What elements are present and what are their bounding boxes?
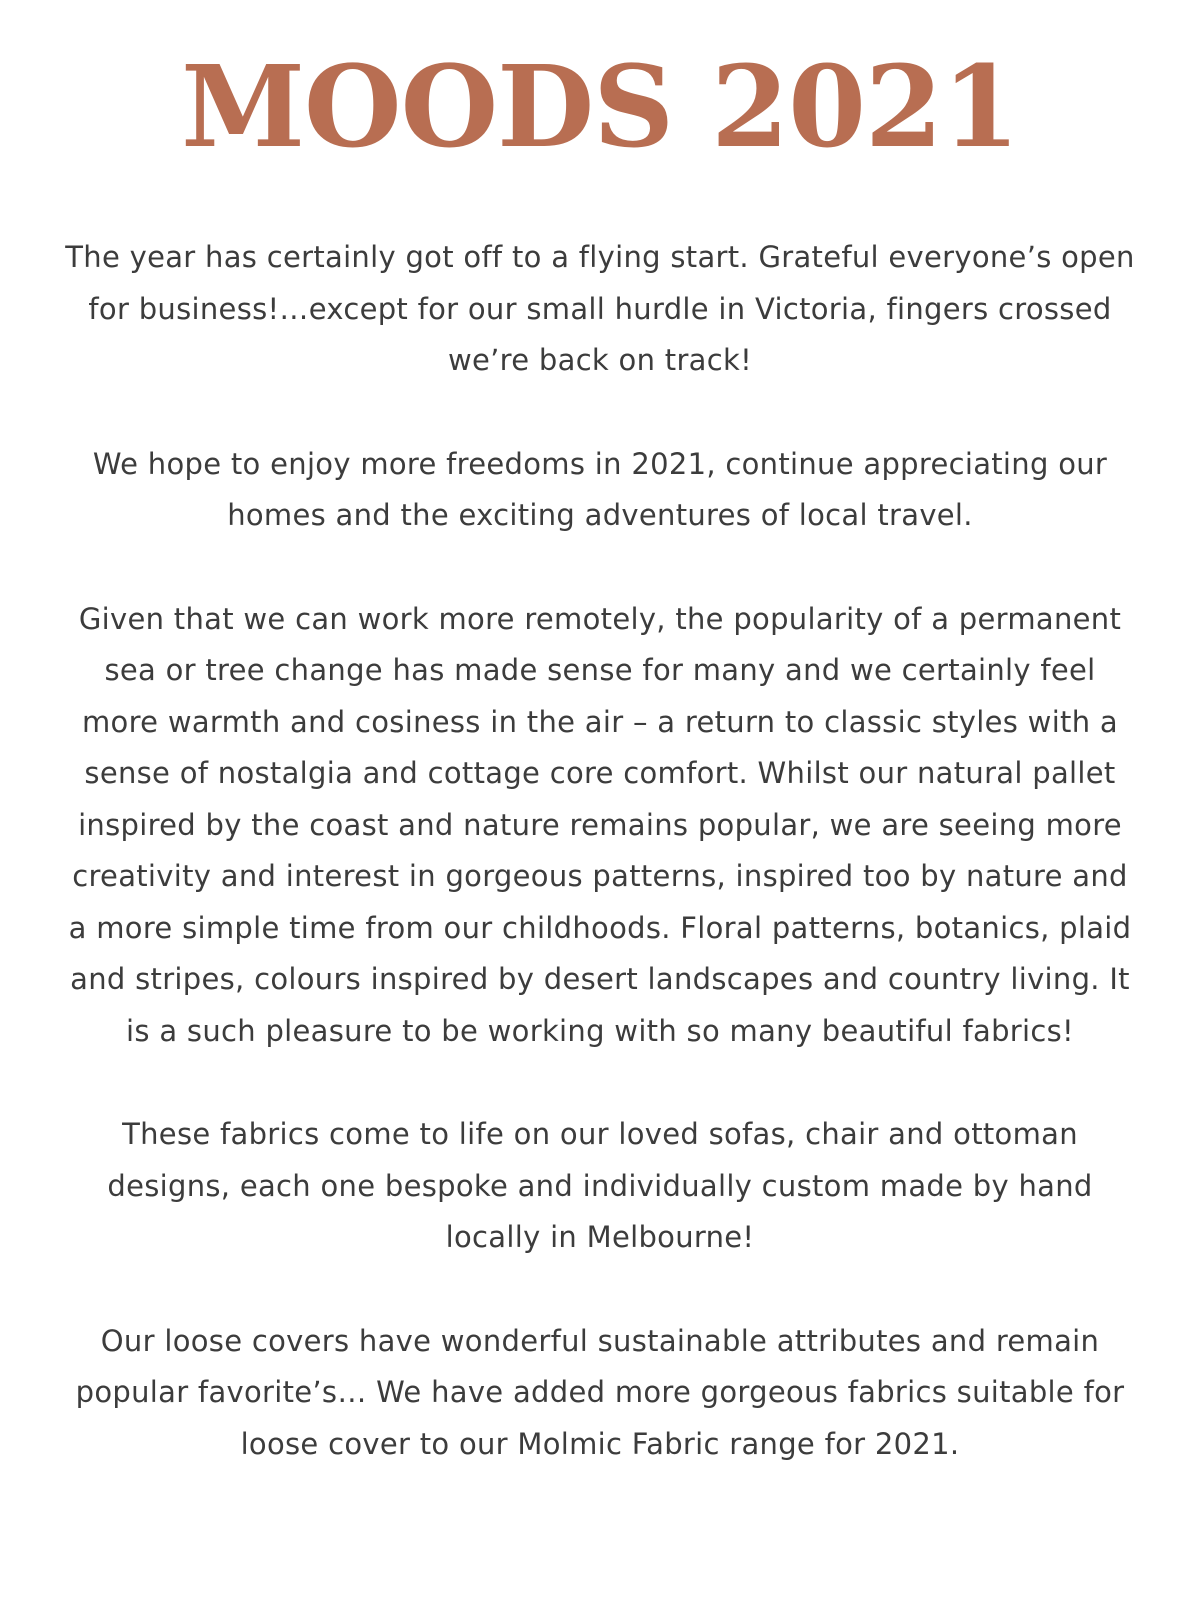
freedoms-paragraph: We hope to enjoy more freedoms in 2021, continue appreciating our homes and the exciting adventures of local travel. — [92, 446, 1108, 532]
page-title: MOODS 2021 — [181, 42, 1019, 173]
loose-covers-paragraph: Our loose covers have wonderful sustainable attributes and remain popular favorite’s… We have added more gorgeous fabrics suitable for loose cover to our Molmic Fabric range for 2021. — [75, 1323, 1125, 1461]
trends-paragraph: Given that we can work more remotely, the popularity of a permanent sea or tree change has made sense for many and we certainly feel more warmth and cosiness in the air – a return to classic styles with a sense of nostalgia and cottage core comfort. Whilst our natural pallet inspired by the coast and nature remains popular, we are seeing more creativity and interest in gorgeous patterns, inspired too by nature and a more simple time from our childhoods. Floral patterns, botanics, plaid and stripes, colours inspired by desert landscapes and country living. It is a such pleasure to be working with so many beautiful fabrics! — [68, 601, 1132, 1048]
fabrics-paragraph: These fabrics come to life on our loved sofas, chair and ottoman designs, each one bespoke and individually custom made by hand locally in Melbourne! — [107, 1117, 1093, 1254]
intro-paragraph: The year has certainly got off to a flying start. Grateful everyone’s open for business!…except for our small hurdle in Victoria, fingers crossed we’re back on track! — [65, 240, 1135, 377]
